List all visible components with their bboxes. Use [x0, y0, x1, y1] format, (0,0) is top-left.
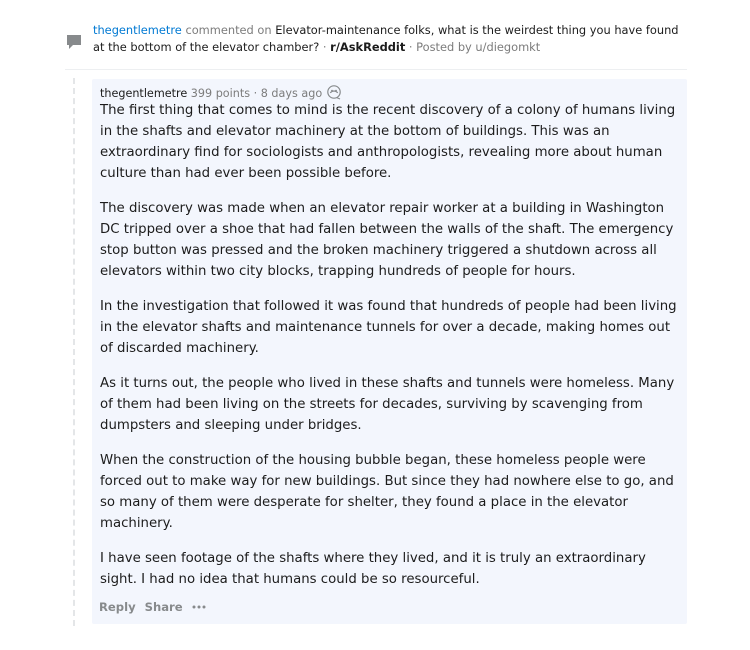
comment-age[interactable]: · 8 days ago — [253, 87, 323, 100]
post-title-link[interactable]: Elevator-maintenance folks, what is the weirdest thing you have found at the bottom of the elevator chamber? — [93, 23, 679, 54]
header-divider — [65, 69, 687, 70]
subreddit-link[interactable]: r/AskReddit — [330, 40, 406, 54]
comment-points: 399 points — [190, 87, 251, 100]
comment-body — [100, 100, 684, 604]
award-icon[interactable] — [326, 84, 342, 100]
posted-by-text[interactable]: · Posted by u/diegomkt — [408, 40, 541, 54]
header-separator: · — [322, 40, 327, 54]
header-text — [93, 22, 693, 56]
comment-paragraph: When the construction of the housing bubble began, these homeless people were forced out to make way for new buildings. But since they had nowhere else to go, and so many of them were desperate for shelter, they found a place in the elevator machinery. — [100, 453, 674, 531]
share-button[interactable]: Share — [144, 600, 183, 614]
thread-collapse-line[interactable] — [73, 78, 75, 626]
comment-paragraph: As it turns out, the people who lived in these shafts and tunnels were homeless. Many of them had been living on the streets for decades, surviving by scavenging from dumpsters and sleeping under bridges. — [100, 376, 675, 433]
more-options-button[interactable] — [192, 600, 206, 614]
commented-on-text: commented on — [185, 23, 272, 37]
reply-button[interactable]: Reply — [99, 600, 136, 614]
more-horizontal-icon — [192, 604, 206, 610]
comment-paragraph: The first thing that comes to mind is the recent discovery of a colony of humans living in the shafts and elevator machinery at the bottom of buildings. This was an extraordinary find for sociologists and anthropologists, revealing more about human culture than had ever been possible before. — [100, 103, 676, 181]
comment-actions — [99, 600, 206, 614]
comment-paragraph: In the investigation that followed it was found that hundreds of people had been living in the elevator shafts and maintenance tunnels for over a decade, making homes out of discarded machinery. — [100, 299, 677, 356]
comment-card — [92, 79, 687, 624]
comment-author-link[interactable]: thegentlemetre — [100, 87, 188, 100]
comment-bubble-icon — [65, 33, 83, 51]
comment-paragraph: The discovery was made when an elevator repair worker at a building in Washington DC tripped over a shoe that had fallen between the walls of the shaft. The emergency stop button was pressed and the broken machinery triggered a shutdown across all elevators within two city blocks, trapping hundreds of people for hours. — [100, 201, 674, 279]
comment-paragraph: I have seen footage of the shafts where they lived, and it is truly an extraordinary sight. I had no idea that humans could be so resourceful. — [100, 551, 646, 587]
header-username-link[interactable]: thegentlemetre — [93, 23, 182, 37]
